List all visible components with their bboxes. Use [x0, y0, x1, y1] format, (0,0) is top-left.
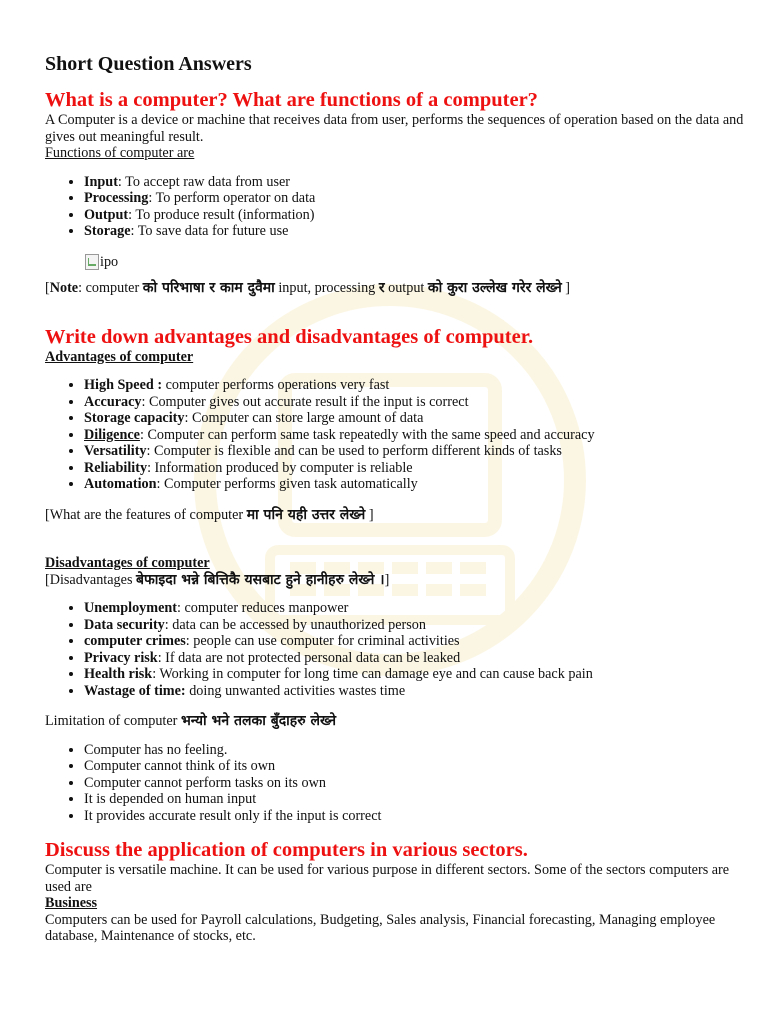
document-body: [45, 52, 745, 945]
list-item: • Health risk: Working in computer for long time can damage eye and can cause back pain: [84, 666, 745, 683]
list-item: • High Speed : computer performs operations very fast: [84, 377, 745, 394]
list-item: • Storage: To save data for future use: [84, 223, 745, 240]
ipo-image-placeholder: ipo: [85, 254, 745, 271]
list-item: • Processing: To perform operator on data: [84, 190, 745, 207]
functions-list: [45, 174, 745, 240]
broken-image-icon: [85, 254, 99, 270]
computer-definition: A Computer is a device or machine that receives data from user, performs the sequences of operation based on the data and gives out meaningful result.: [45, 112, 744, 145]
list-item: • Input: To accept raw data from user: [84, 174, 745, 191]
list-item: • Reliability: Information produced by computer is reliable: [84, 460, 745, 477]
list-item: • Versatility: Computer is flexible and can be used to perform different kinds of tasks: [84, 443, 745, 460]
business-heading: Business: [45, 895, 98, 911]
advantages-heading: Advantages of computer: [45, 348, 194, 365]
list-item: • It provides accurate result only if the input is correct: [84, 808, 745, 825]
list-item: • Output: To produce result (information): [84, 207, 745, 224]
question-2-heading: Write down advantages and disadvantages of computer.: [45, 325, 534, 348]
functions-heading: Functions of computer are: [45, 145, 195, 161]
list-item: • Unemployment: computer reduces manpower: [84, 600, 745, 617]
limitations-list: [45, 742, 745, 825]
list-item: • Data security: data can be accessed by unauthorized person: [84, 617, 745, 634]
question-3-heading: Discuss the application of computers in various sectors.: [45, 839, 528, 861]
list-item: • Computer cannot perform tasks on its own: [84, 775, 745, 792]
list-item: • Storage capacity: Computer can store large amount of data: [84, 410, 745, 427]
list-item: • computer crimes: people can use computer for criminal activities: [84, 633, 745, 650]
list-item: • Computer has no feeling.: [84, 742, 745, 759]
features-note: [What are the features of computer मा पनि यही उत्तर लेख्ने ]: [45, 506, 374, 523]
list-item: • Computer cannot think of its own: [84, 758, 745, 775]
question-1-heading: What is a computer? What are functions of a computer?: [45, 89, 538, 111]
advantages-list: [45, 377, 745, 493]
limitation-note: Limitation of computer भन्यो भने तलका बुँदाहरु लेख्ने: [45, 713, 337, 729]
disadvantages-heading: Disadvantages of computer: [45, 555, 210, 571]
list-item: • Wastage of time: doing unwanted activities wastes time: [84, 683, 745, 700]
applications-intro: Computer is versatile machine. It can be used for various purpose in different sectors. Some of the sectors computers are used are: [45, 862, 730, 895]
disadvantages-list: [45, 600, 745, 699]
business-text: Computers can be used for Payroll calculations, Budgeting, Sales analysis, Financial forecasting, Managing employee database, Maintenance of stocks, etc.: [45, 911, 716, 944]
disadvantages-note: [Disadvantages बेफाइदा भन्ने बित्तिकै यसबाट हुने हानीहरु लेख्ने ।]: [45, 571, 390, 588]
list-item: • It is depended on human input: [84, 791, 745, 808]
note-definition: [Note: computer को परिभाषा र काम दुवैमा input, processing र output को कुरा उल्लेख गरेर लेख्ने ]: [45, 280, 570, 296]
list-item: • Accuracy: Computer gives out accurate result if the input is correct: [84, 394, 745, 411]
list-item: • Privacy risk: If data are not protected personal data can be leaked: [84, 650, 745, 667]
list-item: • Diligence: Computer can perform same task repeatedly with the same speed and accuracy: [84, 427, 745, 444]
document-title: Short Question Answers: [45, 53, 252, 75]
list-item: • Automation: Computer performs given task automatically: [84, 476, 745, 493]
